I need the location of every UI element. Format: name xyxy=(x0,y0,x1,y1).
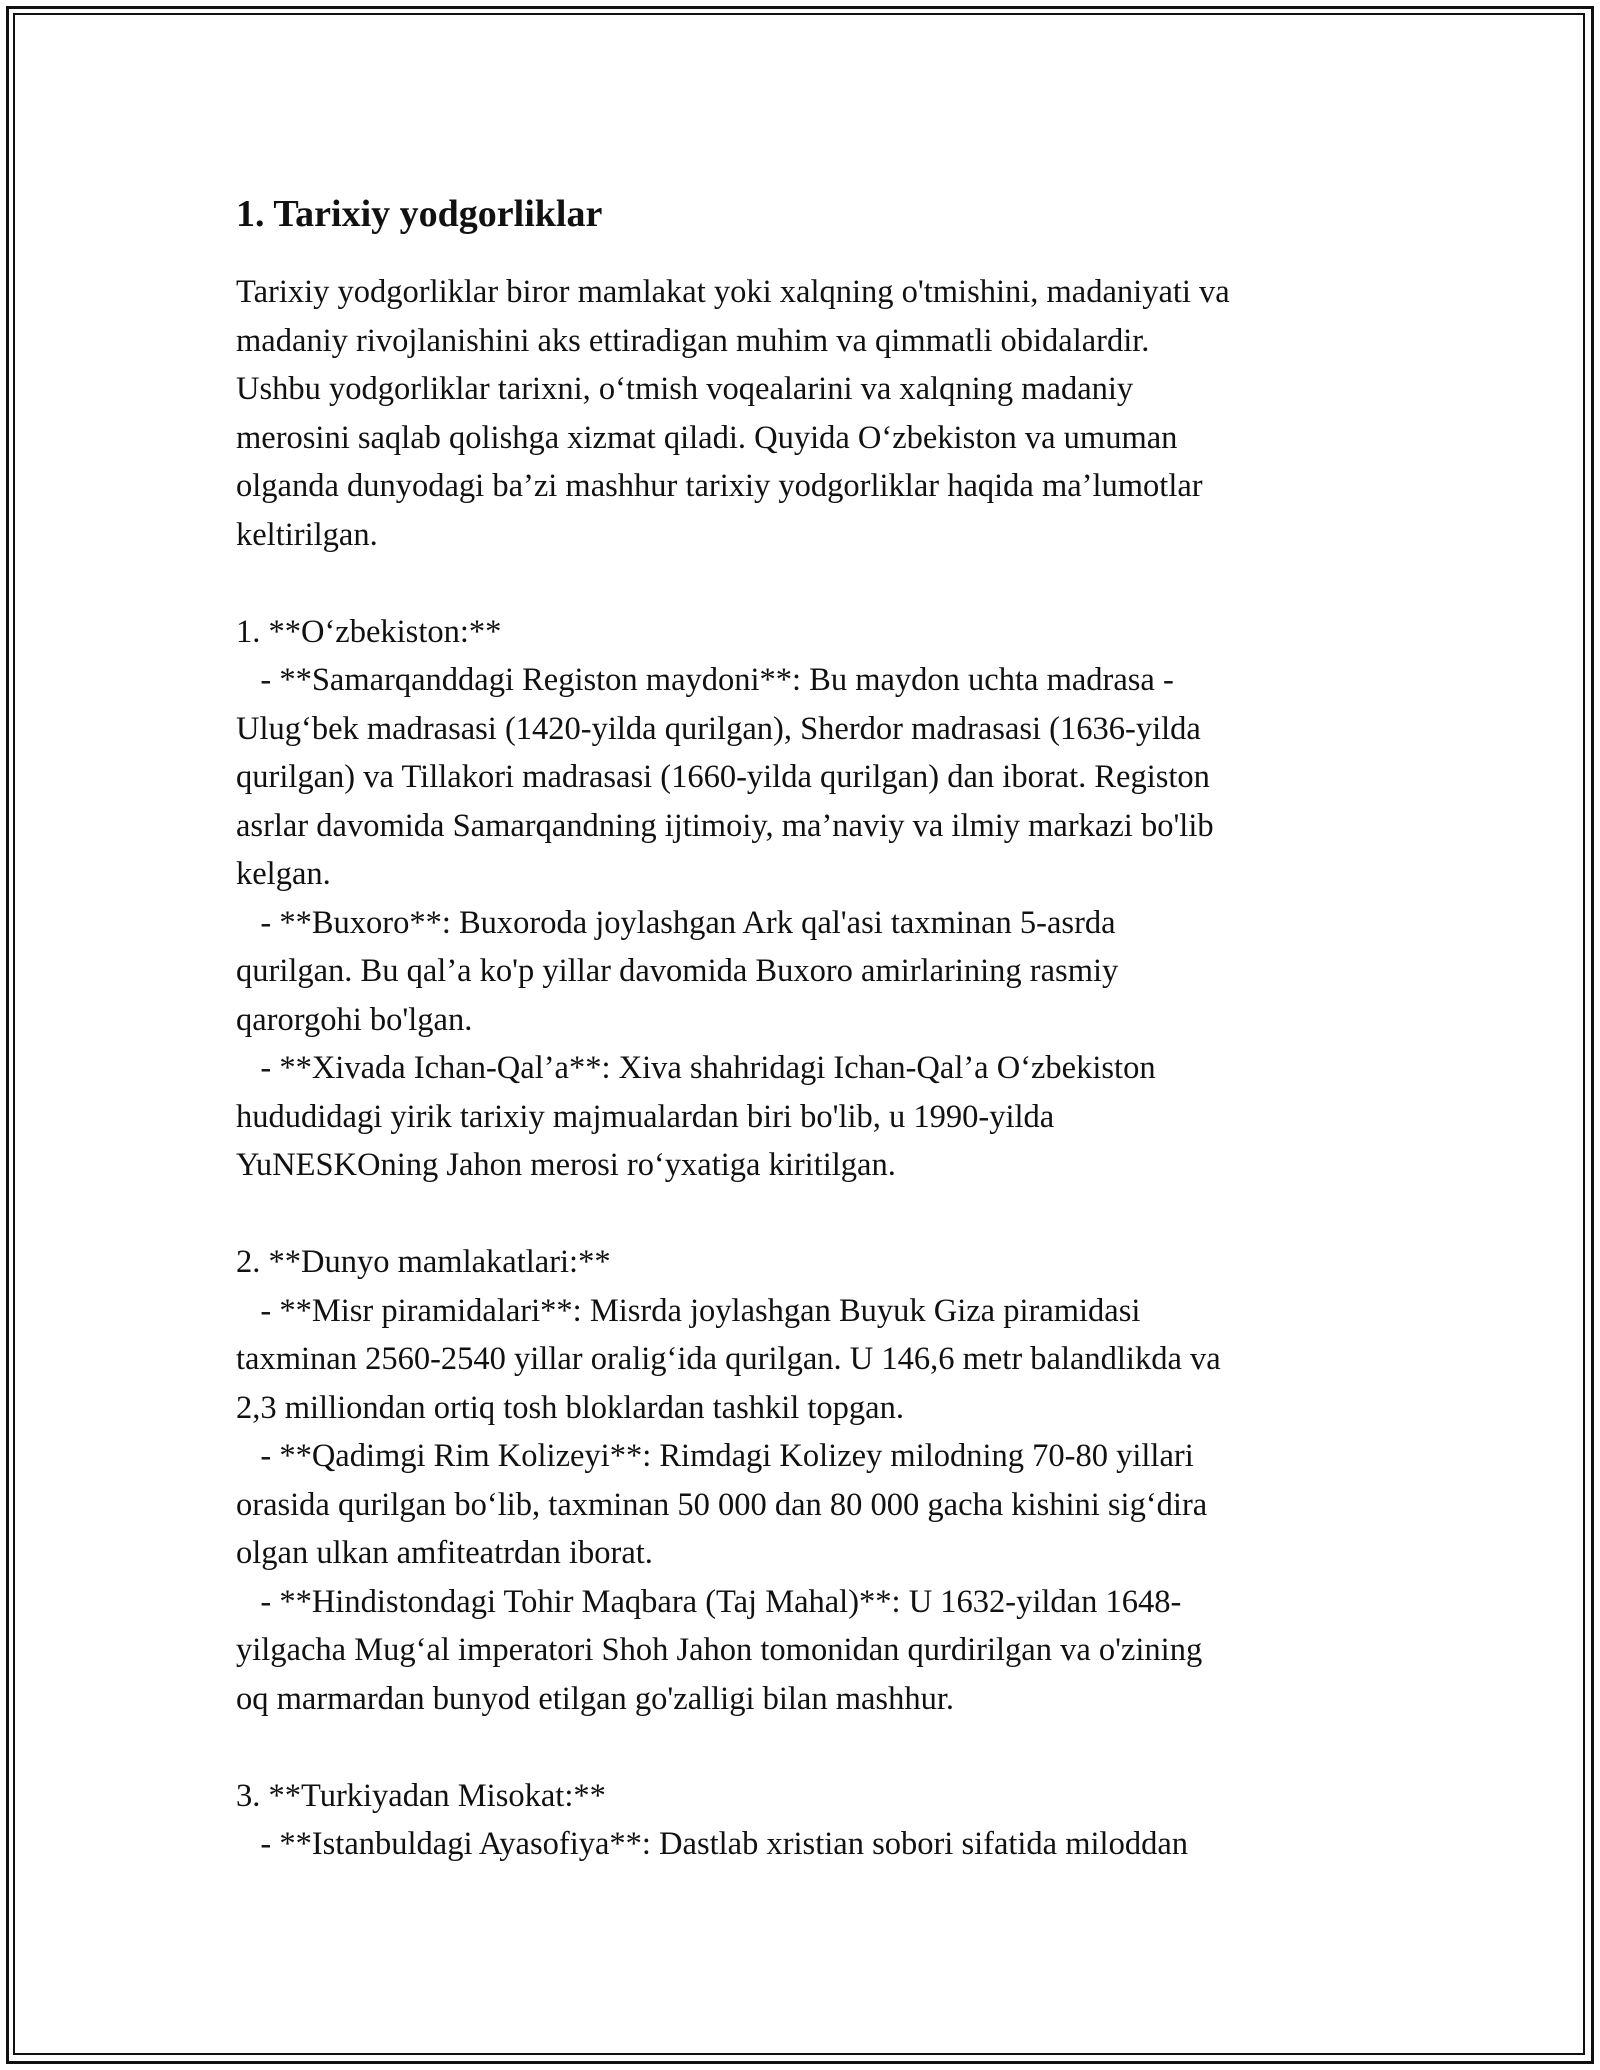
text-line: 2. **Dunyo mamlakatlari:** xyxy=(236,1244,611,1280)
text-line: 3. **Turkiyadan Misokat:** xyxy=(236,1777,606,1814)
blank-line xyxy=(236,1723,1366,1772)
text-line: qurilgan) va Tillakori madrasasi (1660-yilda qurilgan) dan iborat. Registon xyxy=(236,759,1210,795)
text-line: merosini saqlab qolishga xizmat qiladi. Quyida O‘zbekiston va umuman xyxy=(236,419,1178,456)
text-line: qurilgan. Bu qal’a ko'p yillar davomida Buxoro amirlarining rasmiy xyxy=(236,953,1119,989)
text-line: 1. **O‘zbekiston:** xyxy=(236,613,502,650)
blank-line xyxy=(236,1190,1366,1239)
text-line: Tarixiy yodgorliklar biror mamlakat yoki xalqning o'tmishini, madaniyati va xyxy=(236,274,1230,310)
text-line: orasida qurilgan bo‘lib, taxminan 50 000 dan 80 000 gacha kishini sig‘dira xyxy=(236,1486,1208,1523)
text-line: - **Xivada Ichan-Qal’a**: Xiva shahridagi Ichan-Qal’a O‘zbekiston xyxy=(236,1050,1156,1086)
text-line: YuNESKOning Jahon merosi ro‘yxatiga kiritilgan. xyxy=(236,1147,896,1183)
document-body xyxy=(236,186,1366,1869)
text-line: 2,3 milliondan ortiq tosh bloklardan tashkil topgan. xyxy=(236,1389,904,1426)
text-line: taxminan 2560-2540 yillar oralig‘ida qurilgan. U 146,6 metr balandlikda va xyxy=(236,1341,1221,1377)
text-line: - **Misr piramidalari**: Misrda joylashgan Buyuk Giza piramidasi xyxy=(236,1292,1141,1329)
text-line: qarorgohi bo'lgan. xyxy=(236,1001,473,1038)
text-line: - **Qadimgi Rim Kolizeyi**: Rimdagi Kolizey milodning 70-80 yillari xyxy=(236,1438,1194,1474)
text-line: oq marmardan bunyod etilgan go'zalligi bilan mashhur. xyxy=(236,1680,954,1717)
text-line: kelgan. xyxy=(236,856,331,892)
text-line: - **Istanbuldagi Ayasofiya**: Dastlab xristian sobori sifatida miloddan xyxy=(236,1826,1188,1862)
text-line: keltirilgan. xyxy=(236,516,378,553)
text-line: olgan ulkan amfiteatrdan iborat. xyxy=(236,1535,653,1571)
text-line: asrlar davomida Samarqandning ijtimoiy, ma’naviy va ilmiy markazi bo'lib xyxy=(236,807,1214,844)
text-line: - **Samarqanddagi Registon maydoni**: Bu maydon uchta madrasa - xyxy=(236,662,1174,698)
blank-line xyxy=(236,559,1366,608)
text-line: - **Hindistondagi Tohir Maqbara (Taj Mahal)**: U 1632-yildan 1648- xyxy=(236,1583,1182,1620)
section-heading: 1. Tarixiy yodgorliklar xyxy=(236,193,603,235)
text-line: madaniy rivojlanishini aks ettiradigan muhim va qimmatli obidalardir. xyxy=(236,322,1150,359)
text-line: - **Buxoro**: Buxoroda joylashgan Ark qal'asi taxminan 5-asrda xyxy=(236,904,1116,941)
text-line: Ulug‘bek madrasasi (1420-yilda qurilgan), Sherdor madrasasi (1636-yilda xyxy=(236,710,1201,747)
text-line: yilgacha Mug‘al imperatori Shoh Jahon tomonidan qurdirilgan va o'zining xyxy=(236,1632,1203,1668)
section-text xyxy=(236,268,1366,1869)
text-line: olganda dunyodagi ba’zi mashhur tarixiy yodgorliklar haqida ma’lumotlar xyxy=(236,468,1203,504)
text-line: hududidagi yirik tarixiy majmualardan biri bo'lib, u 1990-yilda xyxy=(236,1098,1055,1135)
text-line: Ushbu yodgorliklar tarixni, o‘tmish voqealarini va xalqning madaniy xyxy=(236,371,1134,407)
